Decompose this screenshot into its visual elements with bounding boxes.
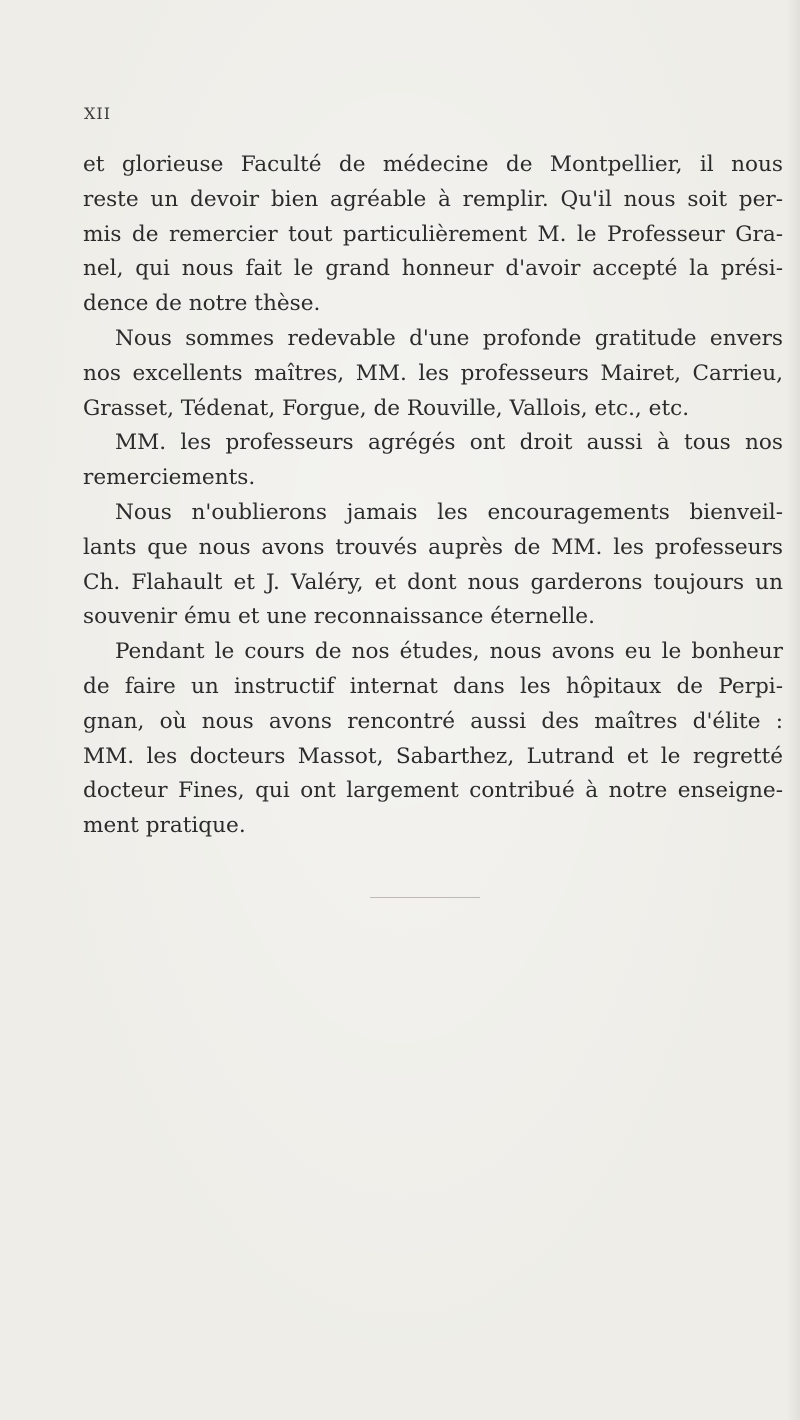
section-divider [370, 897, 480, 898]
text-line: dence de notre thèse. [83, 291, 321, 317]
page-edge-shadow [786, 0, 800, 1420]
text-line: remerciements. [83, 465, 256, 491]
paragraph [83, 426, 783, 496]
text-line: nel, qui nous fait le grand honneur d'avoir accepté la prési- [83, 256, 783, 282]
text-line: docteur Fines, qui ont largement contribué à notre enseigne- [83, 778, 783, 804]
text-line: de faire un instructif internat dans les hôpitaux de Perpi- [83, 673, 783, 699]
text-line: souvenir ému et une reconnaissance éternelle. [83, 604, 595, 630]
page-number: XII [84, 104, 112, 123]
paragraph [83, 496, 783, 635]
text-line: Nous n'oublierons jamais les encouragements bienveil- [115, 499, 783, 525]
text-line: gnan, où nous avons rencontré aussi des maîtres d'élite : [83, 708, 783, 734]
text-line: ment pratique. [83, 813, 246, 839]
text-line: lants que nous avons trouvés auprès de MM. les professeurs [83, 534, 783, 560]
text-line: Grasset, Tédenat, Forgue, de Rouville, Vallois, etc., etc. [83, 395, 690, 421]
text-line: et glorieuse Faculté de médecine de Montpellier, il nous [83, 152, 783, 177]
paragraph [83, 635, 783, 844]
text-line: Nous sommes redevable d'une profonde gratitude envers [115, 325, 783, 351]
paragraph [83, 322, 783, 426]
text-line: reste un devoir bien agréable à remplir. Qu'il nous soit per- [83, 186, 783, 212]
body-text [83, 148, 783, 844]
text-line: nos excellents maîtres, MM. les professeurs Mairet, Carrieu, [83, 360, 783, 386]
text-line: Pendant le cours de nos études, nous avons eu le bonheur [115, 639, 783, 665]
text-line: MM. les professeurs agrégés ont droit aussi à tous nos [115, 430, 783, 456]
text-line: MM. les docteurs Massot, Sabarthez, Lutrand et le regretté [83, 743, 783, 769]
paragraph [83, 148, 783, 322]
text-line: Ch. Flahault et J. Valéry, et dont nous garderons toujours un [83, 569, 783, 595]
text-line: mis de remercier tout particulièrement M. le Professeur Gra- [83, 221, 783, 247]
